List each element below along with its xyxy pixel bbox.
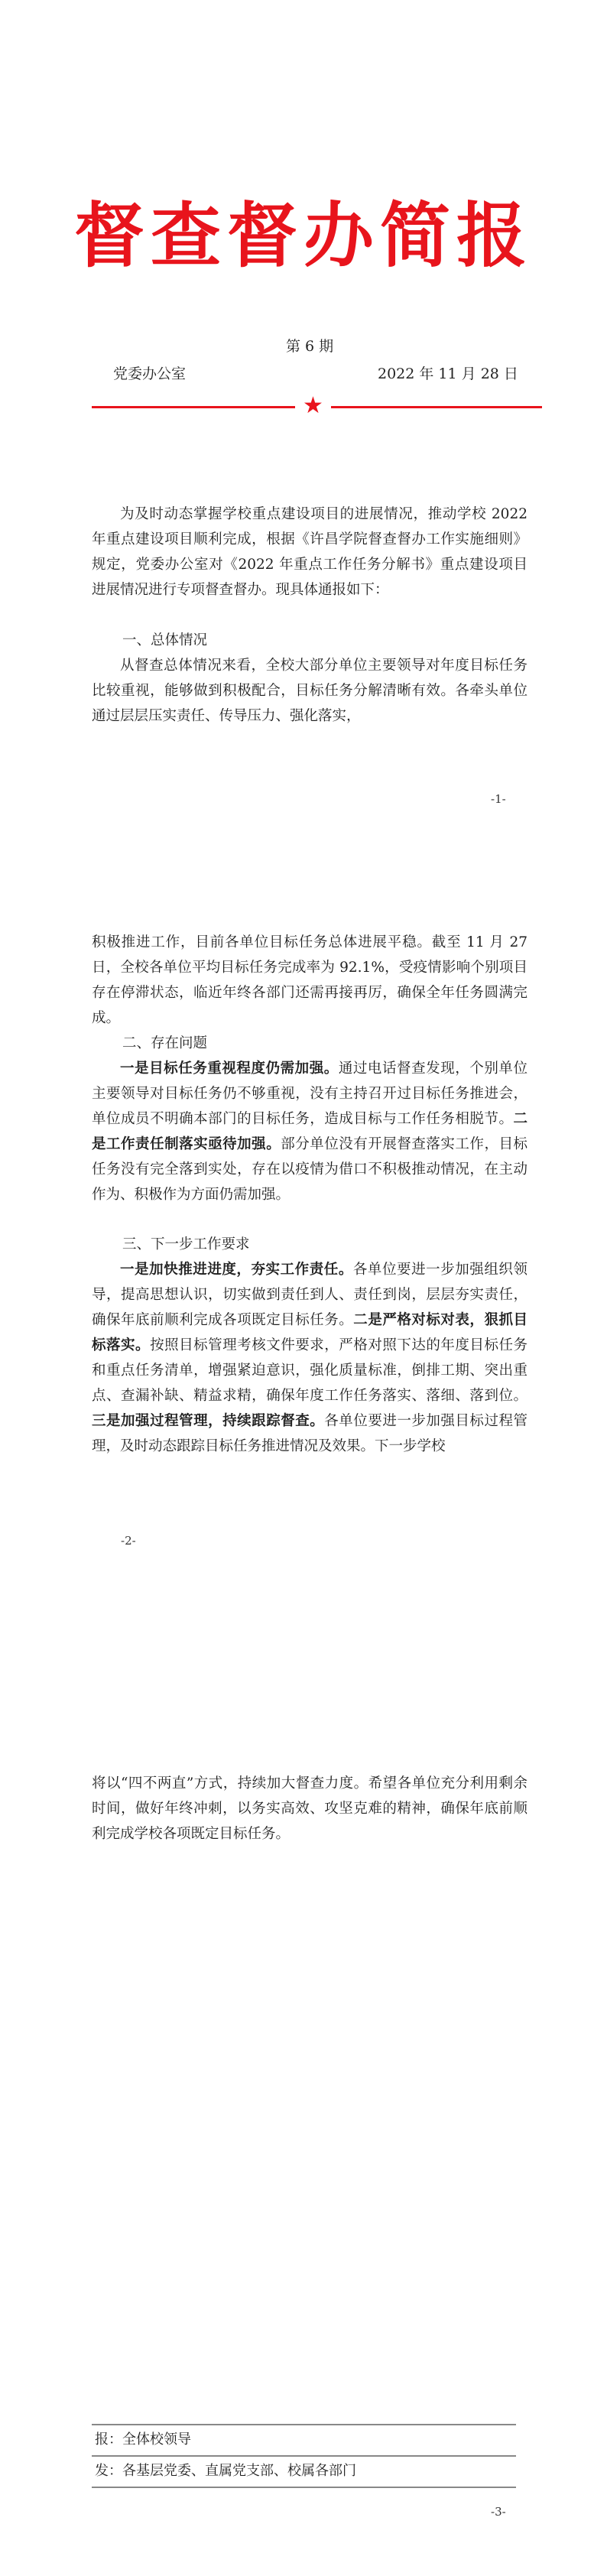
problem-point-2-text: 部分单位没有开展督查落实工作，目标任务没有完全落到实处，存在以疫情为借口不积极推动情况，在主动作为、积极作为方面仍需加强。 [92,1136,527,1203]
overview-paragraph-part1: 从督查总体情况来看，全校大部分单位主要领导对年度目标任务比较重视，能够做到积极配合，目标任务分解清晰有效。各牵头单位通过层层压实责任、传导压力、强化落实， [92,658,527,724]
footer-send-to: 发：各基层党委、直属党支部、校属各部门 [95,2463,356,2479]
step-1-text: 各单位要进一步加强组织领导，提高思想认识，切实做到责任到人、责任到岗，层层夯实责任，确保年底前顺利完成各项既定目标任务。 [92,1262,527,1328]
step-2-lead: 二是严格对标对表，狠抓目标落实。 [92,1312,527,1353]
section-heading-overview: 一、总体情况 [122,632,208,648]
section-heading-next-steps: 三、下一步工作要求 [122,1236,250,1252]
step-3-text: 各单位要进一步加强目标过程管理，及时动态跟踪目标任务推进情况及效果。下一步学校 [92,1413,527,1454]
problems-paragraph [92,1056,527,1207]
footer-report-to: 报：全体校领导 [95,2431,191,2448]
footer-rule-middle [92,2455,516,2457]
problem-point-2-lead: 二是工作责任制落实亟待加强。 [92,1111,527,1152]
page-number-3: -3- [491,2505,506,2519]
overview-paragraph-part2: 积极推进工作，目前各单位目标任务总体进展平稳。截至 11 月 27 日，全校各单位平均目标任务完成率为 92.1%，受疫情影响个别项目存在停滞状态，临近年终各部门还需再接再厉，确保全年任务圆满完成。 [92,934,527,1026]
problem-point-1-text: 通过电话督查发现，个别单位主要领导对目标任务仍不够重视，没有主持召开过目标任务推进会，单位成员不明确本部门的目标任务，造成目标与工作任务相脱节。 [92,1061,527,1127]
issuing-office: 党委办公室 [113,365,187,382]
page-number-2: -2- [121,1534,136,1548]
intro-paragraph: 为及时动态掌握学校重点建设项目的进展情况，推动学校 2022 年重点建设项目顺利完成，根据《许昌学院督查督办工作实施细则》规定，党委办公室对《2022 年重点工作任务分解书》重点建设项目进展情况进行专项督查督办。现具体通报如下： [92,506,527,598]
red-star-icon: ★ [303,392,323,419]
issue-number: 第 6 期 [286,338,334,355]
step-2-text: 按照目标管理考核文件要求，严格对照下达的年度目标任务和重点任务清单，增强紧迫意识，强化质量标准，倒排工期、突出重点、查漏补缺、精益求精，确保年度工作任务落实、落细、落到位。 [92,1337,527,1404]
section-heading-problems: 二、存在问题 [122,1035,208,1051]
page-number-1: -1- [491,792,506,806]
red-rule-right [331,406,542,408]
masthead-title: 督查督办简报 [73,194,533,277]
next-steps-paragraph [92,1257,527,1459]
footer-rule-bottom [92,2487,516,2488]
issue-date: 2022 年 11 月 28 日 [378,365,518,382]
red-rule-left [92,406,295,408]
next-steps-paragraph-continued: 将以“四不两直”方式，持续加大督查力度。希望各单位充分利用剩余时间，做好年终冲刺，以务实高效、攻坚克难的精神，确保年底前顺利完成学校各项既定目标任务。 [92,1775,527,1842]
step-3-lead: 三是加强过程管理，持续跟踪督查。 [92,1413,325,1429]
problem-point-1-lead: 一是目标任务重视程度仍需加强。 [120,1061,339,1077]
footer-rule-top [92,2424,516,2425]
step-1-lead: 一是加快推进进度，夯实工作责任。 [120,1262,353,1278]
